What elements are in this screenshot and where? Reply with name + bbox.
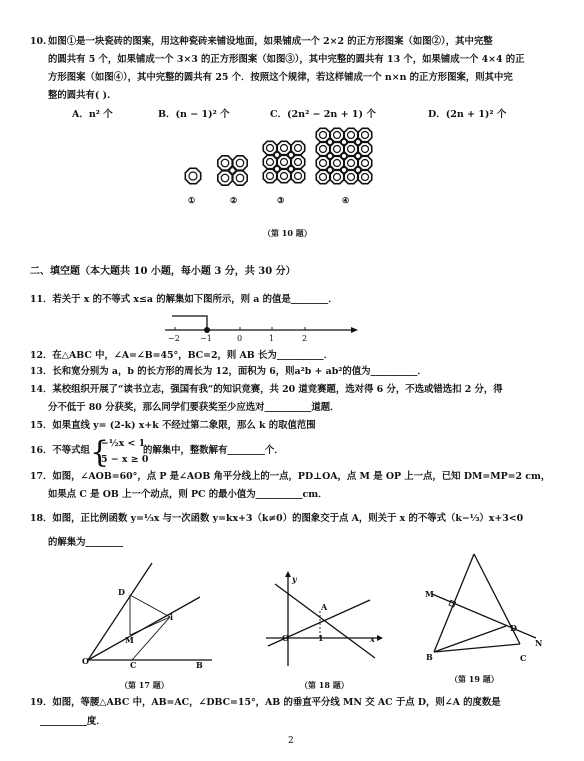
fig17-label-o: O (82, 656, 89, 666)
q11-tick--2: −2 (168, 334, 180, 343)
q10-number: 10. (30, 36, 47, 47)
q11-tick-1: 1 (269, 334, 275, 343)
q12-text: 12．在△ABC 中，∠A=∠B=45°，BC=2，则 AB 长为__________． (30, 350, 333, 361)
q10-option-c: C．(2n² − 2n + 1) 个 (270, 109, 376, 120)
fig18-label-o: O (282, 633, 289, 643)
q17-line1: 17．如图，∠AOB=60°，点 P 是∠AOB 角平分线上的一点，PD⊥OA，点 M 是 OP 上一点，已知 DM=MP=2 cm， (30, 471, 551, 482)
fig18-label-x: x (370, 634, 375, 644)
fig17-label-i: i (170, 612, 174, 622)
q10-option-d: D．(2n + 1)² 个 (428, 109, 507, 120)
fig19-diagram (420, 548, 570, 668)
q10-fig-label-2: ② (230, 195, 238, 205)
q11-text: 11．若关于 x 的不等式 x≤a 的解集如下图所示，则 a 的值是________． (30, 294, 338, 305)
fig19-label-b: B (426, 652, 433, 662)
q15-text: 15．如果直线 y= (2-k) x+k 不经过第二象限，那么 k 的取值范围 (30, 420, 316, 431)
fig18-diagram (260, 566, 390, 676)
q11-tick--1: −1 (200, 334, 212, 343)
q10-tile-figure (0, 0, 584, 230)
q13-text: 13．长和宽分别为 a，b 的长方形的周长为 12，面积为 6，则a²b + ab²的值为__________． (30, 366, 427, 377)
fig17-label-c: C (130, 660, 137, 670)
q10-fig-label-1: ① (188, 195, 196, 205)
q14-line2: 分不低于 80 分获奖，那么同学们要获奖至少应选对__________道题． (48, 402, 340, 413)
fig18-label-1: 1 (318, 633, 324, 643)
fig18-label-y: y (292, 574, 297, 584)
q10-line4: 整的圆共有( ). (48, 90, 111, 101)
fig17-label-d: D (118, 587, 125, 597)
q10-fig-label-3: ③ (277, 195, 285, 205)
q10-option-b: B．(n − 1)² 个 (158, 109, 230, 120)
q10-fig-label-4: ④ (342, 195, 350, 205)
q19-line2: __________度． (40, 716, 106, 727)
q10-option-a: A．n² 个 (72, 109, 113, 120)
q11-number-line (0, 308, 584, 348)
q11-tick-0: 0 (237, 334, 243, 343)
q10-line1: 如图①是一块瓷砖的图案，用这种瓷砖来铺设地面，如果铺成一个 2×2 的正方形图案（如图②），其中完整 (48, 36, 493, 47)
fig19-label-c: C (520, 653, 527, 663)
q19-line1: 19．如图，等腰△ABC 中，AB=AC，∠DBC=15°，AB 的垂直平分线 MN 交 AC 于点 D，则∠A 的度数是 (30, 697, 501, 708)
q14-line1: 14．某校组织开展了“读书立志，强国有我”的知识竞赛，共 20 道竞赛题，选对得 6 分，不选或错选扣 2 分，得 (30, 384, 503, 395)
tile-pattern-3 (263, 141, 304, 182)
q16-inequality-2: 5 − x ≥ 0 (101, 454, 149, 465)
q18-line2: 的解集为________ (48, 537, 124, 548)
q16-suffix: 的解集中，整数解有________个． (143, 445, 284, 456)
section-2-heading: 二、填空题（本大题共 10 小题，每小题 3 分，共 30 分） (30, 266, 296, 277)
q16-inequality-1: −½x < 1 (101, 438, 146, 449)
tile-pattern-4 (316, 128, 371, 183)
q10-line3: 方形图案（如图④），其中完整的圆共有 25 个．按照这个规律，若这样铺成一个 n×n 的正方形图案，则其中完 (48, 72, 513, 83)
fig17-diagram (70, 555, 230, 685)
q10-caption: （第 10 题） (263, 228, 312, 238)
q16-brace: { (90, 435, 110, 470)
tile-pattern-1 (185, 168, 200, 183)
q17-line2: 如果点 C 是 OB 上一个动点，则 PC 的最小值为__________cm． (48, 489, 328, 500)
fig19-caption: （第 19 题） (450, 674, 499, 684)
page-number: 2 (288, 736, 294, 746)
fig19-label-m: M (425, 589, 434, 599)
q16-prefix: 16．不等式组 (30, 445, 90, 456)
fig18-caption: （第 18 题） (300, 680, 349, 690)
fig19-label-d: D (510, 623, 517, 633)
fig17-caption: （第 17 题） (120, 680, 169, 690)
fig17-label-b: B (196, 660, 203, 670)
q18-line1: 18．如图，正比例函数 y=⅓x 与一次函数 y=kx+3（k≠0）的图象交于点 A，则关于 x 的不等式（k−⅓）x+3<0 (30, 513, 524, 524)
q10-line2: 的圆共有 5 个，如果铺成一个 3×3 的正方形图案（如图③），其中完整的圆共有 13 个，如果铺成一个 4×4 的正 (48, 54, 525, 65)
fig18-label-a: A (321, 602, 328, 612)
tile-pattern-2 (218, 156, 247, 185)
fig17-label-m: M (125, 635, 134, 645)
fig19-label-n: N (535, 638, 543, 648)
q11-tick-2: 2 (302, 334, 308, 343)
